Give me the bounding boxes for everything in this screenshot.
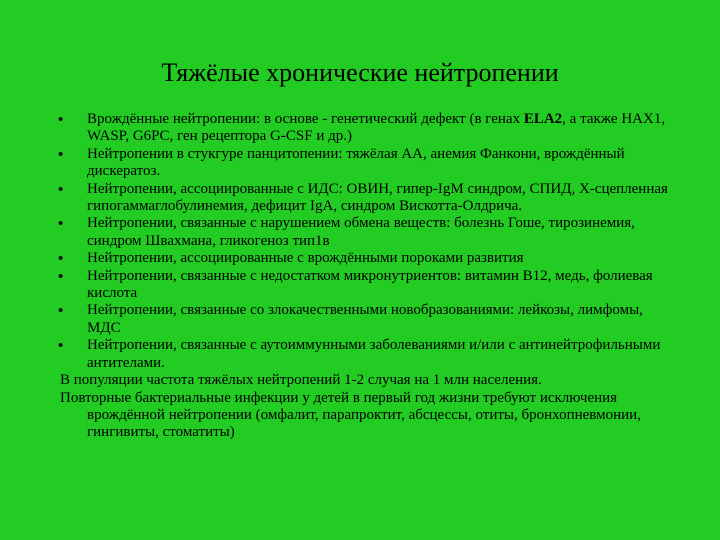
bullet-icon: •: [58, 111, 64, 128]
footnote-rest: Повторные бактериальные инфекции у детей в первый год жизни требуют исключения врождённой нейтропении (омфалит, парапроктит, абсцессы, отиты, бронхопневмонии, гингивиты, стоматиты): [60, 389, 641, 441]
bullet-list: [58, 111, 668, 372]
bullet-text-bold: ELA2: [523, 111, 563, 127]
bullet-text: Нейтропении, связанные с аутоиммунными заболеваниями и/или с антинейтрофильными антителами.: [87, 337, 661, 371]
bullet-text: Нейтропении в стукгуре панцитопении: тяжёлая АА, анемия Фанкони, врождённый дискератоз.: [87, 145, 625, 180]
bullet-item-congenital: [58, 111, 668, 146]
footnote-first-line: В популяции частота тяжёлых нейтропений 1-2 случая на 1 млн населения.: [60, 372, 542, 389]
bullet-text: Нейтропении, связанные со злокачественными новобразованиями: лейкозы, лимфомы, МДС: [87, 302, 643, 336]
bullet-item-pancytopenia: [58, 146, 668, 181]
bullet-text: Нейтропении, ассоциированные с врождёнными пороками развития: [87, 250, 524, 267]
bullet-text: Нейтропении, ассоциированные с ИДС: ОВИН, гипер-IgM синдром, СПИД, Х-сцепленная гипогаммаглобулинемия, дефицит IgA, синдром Вискотта-Олдрича.: [87, 180, 668, 215]
bullet-text: Врождённые нейтропении: в основе - генетический дефект (в генах: [87, 111, 524, 127]
bullet-icon: •: [58, 337, 64, 355]
bullet-item-immunodeficiency: [58, 181, 668, 216]
footnote: [58, 372, 668, 442]
bullet-text: Нейтропении, связанные с нарушением обмена веществ: болезнь Гоше, тирозинемия, синдром Швахмана, гликогеноз тип1в: [87, 215, 635, 249]
bullet-item-metabolic: [58, 215, 668, 250]
bullet-item-malignancy: [58, 302, 668, 337]
bullet-icon: •: [58, 302, 64, 320]
bullet-item-autoimmune: [58, 337, 668, 372]
bullet-icon: •: [58, 215, 64, 233]
bullet-text: Нейтропении, связанные с недостатком микронутриентов: витамин В12, медь, фолиевая кислота: [87, 267, 653, 302]
bullet-item-malformations: [58, 250, 668, 267]
slide-body: [58, 111, 668, 442]
bullet-icon: •: [58, 180, 64, 198]
bullet-icon: •: [58, 145, 64, 163]
slide-title: Тяжёлые хронические нейтропении: [161, 58, 559, 87]
bullet-icon: •: [58, 250, 64, 268]
bullet-text-after: , а также HAX1, WASP, G6PC, ген рецептора G-CSF и др.): [87, 111, 666, 145]
bullet-icon: •: [58, 267, 64, 285]
bullet-item-micronutrients: [58, 268, 668, 303]
